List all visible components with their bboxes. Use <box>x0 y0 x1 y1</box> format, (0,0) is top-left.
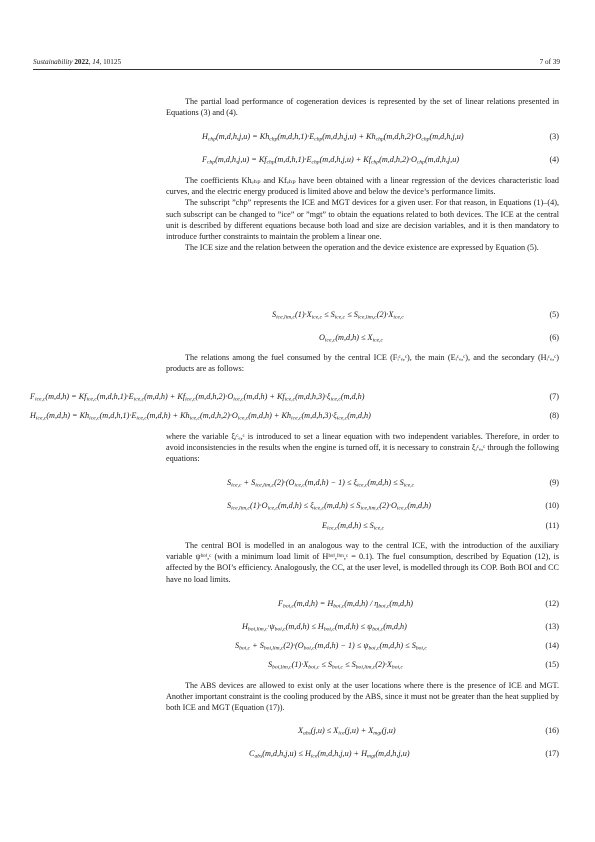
equation-6: $O_{ice,c}(m,d,h) \le X_{ice,c}$ <box>319 333 383 344</box>
equation-9: $S_{ice,c} + S_{ice,lim,c}(2)\cdot(O_{ice,c}(m,d,h) - 1) \le \xi_{ice,c}(m,d,h) \le S_{ice,c}$ <box>227 478 415 489</box>
equation-number-16: (16) <box>545 726 559 735</box>
equation-11: $E_{ice,c}(m,d,h) \le S_{ice,c}$ <box>322 521 385 532</box>
equation-5: $S_{ice,lim,c}(1)\cdot X_{ice,c} \le S_{ice,c} \le S_{ice,lim,c}(2)\cdot X_{ice,c}$ <box>272 310 404 321</box>
paragraph-2-5: The coefficients Khₑₕₚ and Kfₑₕₚ have been obtained with a linear regression of the devices characteristic load curves, and the electric energy produced is limited above and below the device’s performance limits. The subscript ”chp” represents the ICE and MGT devices for a given user. For that reason, in Equations (1)–(4), such subscript can be changed to ”ice” or ”mgt” to obtain the equations related to both devices. The ICE at the central unit is described by different equations because both load and size are decision variables, and it is then mandatory to introduce further constraints to maintain the problem a linear one. The ICE size and the relation between the operation and the device existence are expressed by Equation (5). <box>166 176 559 253</box>
equation-number-14: (14) <box>545 641 559 650</box>
equation-16: $X_{abs}(j,u) \le X_{ice}(j,u) + X_{mgt}(j,u)$ <box>298 726 396 737</box>
article-number: 10125 <box>103 58 122 66</box>
equation-number-11: (11) <box>545 521 559 530</box>
equation-number-7: (7) <box>549 392 559 401</box>
equation-number-9: (9) <box>549 478 559 487</box>
paragraph-6: The relations among the fuel consumed by the central ICE (Fᵢᶜₑ,ᶜ), the main (Eᵢᶜₑ,ᶜ), and the secondary (Hᵢᶜₑ,ᶜ) products are as follows: <box>166 353 559 374</box>
paragraph-8: The central BOI is modelled in an analogous way to the central ICE, with the introduction of the auxiliary variable ψᵇᵒⁱ,ᶜ (with a minimum load limit of Hᵇᵒⁱ,ˡⁱᵐ,ᶜ = 0.1). The fuel consumption, described by Equation (12), is affected by the BOI’s efficiency. Analogously, the CC, at the user level, is modelled through its COP. Both BOI and CC have no load limits. <box>166 541 559 584</box>
equation-7: $F_{ice,c}(m,d,h) = Kf_{ice,c}(m,d,h,1)\cdot E_{ice,c}(m,d,h) + Kf_{ice,c}(m,d,h,2)\cdot O_{ice,c}(m,d,h) + Kf_{ice,c}(m,d,h,3)\cdot\xi_{ice,c}(m,d,h)$ <box>30 392 365 403</box>
equation-number-6: (6) <box>549 333 559 342</box>
paragraph-7: where the variable ξᵢᶜₑ,ᶜ is introduced to set a linear equation with two independent variables. Therefore, in order to avoid inconsistencies in the results when the engine is turned off, it is necessary to constrain ξᵢᶜₑ,ᶜ through the following equations: <box>166 432 559 464</box>
header-rule <box>33 69 560 70</box>
equation-4: $F_{chp}(m,d,h,j,u) = Kf_{chp}(m,d,h,1)\cdot E_{chp}(m,d,h,j,u) + Kf_{chp}(m,d,h,2)\cdot O_{chp}(m,d,h,j,u)$ <box>202 155 460 166</box>
equation-10: $S_{ice,lim,c}(1)\cdot O_{ice,c}(m,d,h) \le \xi_{ice,c}(m,d,h) \le S_{ice,lim,c}(2)\cdot O_{ice,c}(m,d,h)$ <box>227 501 431 512</box>
equation-13: $H_{boi,lim,c}\cdot\psi_{boi,c}(m,d,h) \le H_{boi,c}(m,d,h) \le \psi_{boi,c}(m,d,h)$ <box>242 622 407 633</box>
equation-17: $C_{abs}(m,d,h,j,u) \le H_{ice}(m,d,h,j,u) + H_{mgt}(m,d,h,j,u)$ <box>249 749 410 760</box>
equation-number-12: (12) <box>545 599 559 608</box>
paragraph-9: The ABS devices are allowed to exist only at the user locations where there is the presence of ICE and MGT. Another important constraint is the cooling produced by the ABS, since it must not be greater than the heat supplied by both ICE and MGT (Equation (17)). <box>166 681 559 713</box>
equation-number-10: (10) <box>545 501 559 510</box>
equation-number-17: (17) <box>545 749 559 758</box>
equation-number-4: (4) <box>549 155 559 164</box>
equation-15: $S_{boi,lim,c}(1)\cdot X_{boi,c} \le S_{boi,c} \le S_{boi,lim,c}(2)\cdot X_{boi,c}$ <box>268 660 403 671</box>
equation-number-5: (5) <box>549 310 559 319</box>
equation-number-8: (8) <box>549 411 559 420</box>
running-header-citation: Sustainability 2022, 14, 10125 <box>33 58 122 66</box>
equation-14: $S_{boi,c} + S_{boi,lim,c}(2)\cdot(O_{boi,c}(m,d,h) - 1) \le \psi_{boi,c}(m,d,h) \le S_{boi,c}$ <box>235 641 427 652</box>
journal-year: 2022 <box>74 58 89 66</box>
equation-number-3: (3) <box>549 132 559 141</box>
page-number: 7 of 39 <box>539 58 560 66</box>
equation-8: $H_{ice,c}(m,d,h) = Kh_{ice,c}(m,d,h,1)\cdot E_{ice,c}(m,d,h) + Kh_{ice,c}(m,d,h,2)\cdot O_{ice,c}(m,d,h) + Kh_{ice,c}(m,d,h,3)\cdot\xi_{ice,c}(m,d,h)$ <box>30 411 371 422</box>
equation-number-15: (15) <box>545 660 559 669</box>
journal-name: Sustainability <box>33 58 73 66</box>
journal-volume: 14 <box>92 58 100 66</box>
paragraph-1: The partial load performance of cogeneration devices is represented by the set of linear relations presented in Equations (3) and (4). <box>166 97 559 118</box>
equation-3: $H_{chp}(m,d,h,j,u) = Kh_{chp}(m,d,h,1)\cdot E_{chp}(m,d,h,j,u) + Kh_{chp}(m,d,h,2)\cdot O_{chp}(m,d,h,j,u)$ <box>202 132 464 143</box>
equation-number-13: (13) <box>545 622 559 631</box>
equation-12: $F_{boi,c}(m,d,h) = H_{boi,c}(m,d,h) / \eta_{boi,c}(m,d,h)$ <box>278 599 414 610</box>
